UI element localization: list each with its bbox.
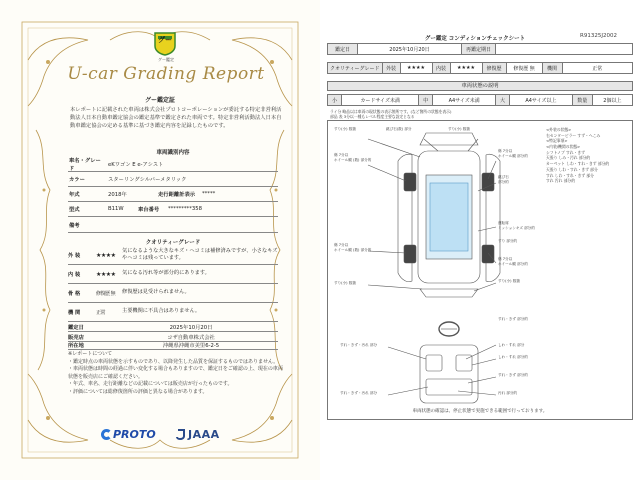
damage-label: 運転席 ミッションキズ 部分的	[498, 221, 535, 230]
vehicle-model-value: B11W	[108, 206, 124, 212]
jaaa-logo-icon	[176, 429, 186, 440]
grade-desc: 修復歴は見受けられません。	[122, 289, 190, 296]
grade-stars: 修復歴 無	[96, 290, 116, 297]
report-notes	[68, 351, 283, 396]
note-item: ・評価については総修復箇所の評価と異なる場合があります。	[68, 388, 208, 395]
damage-label: 跳び石 部分的	[498, 175, 509, 184]
interior-label: 内装	[432, 63, 450, 74]
date-label: 鑑定日	[328, 44, 358, 55]
certificate-subtitle: グー鑑定証	[144, 97, 175, 104]
date-value: 2025年10月20日	[358, 44, 462, 55]
size-key: 大	[496, 95, 510, 106]
condition-notes	[546, 127, 609, 184]
note-line: 天張り しわ・すれ・きず 部分	[546, 166, 598, 172]
jaaa-logo: JAAA	[188, 428, 220, 441]
grade-label: 内 装	[68, 271, 81, 278]
damage-label: すり(小) 数箇	[334, 127, 356, 131]
grade-label: 外 装	[68, 252, 81, 259]
damage-label: すれ・きず・汚れ 部分	[340, 391, 378, 395]
vehicle-vin-value: *********358	[168, 206, 202, 212]
engine-value: 正常	[562, 63, 632, 74]
sheet-code: R91325J2002	[580, 33, 617, 39]
size-value: カードサイズ未満	[342, 95, 419, 106]
grade-desc: 気になるような大きなキズ・ヘコミは補修済みですが、小さなキズやヘコミは残っています。	[122, 247, 278, 261]
size-legend-table	[327, 94, 633, 106]
grade-interior-row	[68, 265, 278, 284]
damage-label: 傷 7分以 ホイール観 部分的	[498, 149, 528, 158]
shop-value: コザ自動車株式会社	[167, 334, 215, 341]
vehicle-vin-label: 車台番号	[138, 207, 160, 213]
grade-desc: 主要機関に不具合はありません。	[122, 308, 201, 315]
vehicle-year-value: 2018年	[108, 192, 127, 198]
vehicle-mileage-value: *****	[202, 191, 216, 197]
damage-label: すり(小) 数箇	[448, 127, 470, 131]
note-line: シフトノブ すれ・きず	[546, 149, 585, 155]
damage-label: 跳び石(数) 部分	[386, 127, 412, 131]
size-value: A4サイズ未満	[433, 95, 496, 106]
vehicle-remarks-label: 備考	[69, 222, 80, 229]
inspection-date-row	[68, 322, 278, 332]
note-line: すれ 汚れ 部分的	[546, 178, 575, 184]
damage-label: しわ・すれ 部分的	[498, 355, 528, 359]
sheet-title: グー鑑定 コンディションチェックシート	[424, 36, 526, 42]
vehicle-model-label: 型式	[69, 207, 80, 213]
vehicle-color-value: スターリングシルバーメタリック	[108, 177, 187, 183]
grade-stars: ★★★★	[96, 251, 116, 259]
vehicle-color-row	[68, 172, 278, 187]
note-line: <特記事項>	[546, 138, 568, 144]
grade-exterior-row	[68, 246, 278, 265]
interior-value: ★★★★	[450, 63, 482, 74]
damage-label: すれ・きず・汚れ 部分	[340, 343, 378, 347]
inspection-date-value: 2025年10月20日	[169, 324, 213, 331]
condition-check-sheet	[320, 0, 640, 480]
notes-title: ※レポートについて	[68, 351, 113, 357]
vehicle-year-row	[68, 187, 278, 202]
note-line: <内装/機関の状態>	[546, 144, 581, 150]
damage-label: すり(小) 数箇	[498, 279, 520, 283]
note-line: <外装の状態>	[546, 127, 572, 132]
quality-label: クオリティーグレード	[328, 63, 383, 74]
size-key: 中	[419, 95, 433, 106]
quality-table	[327, 62, 633, 74]
grade-label: 機 関	[68, 309, 81, 316]
address-row	[68, 340, 278, 350]
damage-label: すり(小) 数箇	[334, 281, 356, 285]
grade-engine-row	[68, 303, 278, 322]
proto-logo: PROTO	[113, 428, 156, 441]
damage-label: すれ・きず 部分的	[498, 373, 528, 377]
engine-label: 機関	[542, 63, 562, 74]
report-title: U-car Grading Report	[67, 64, 265, 84]
damage-label: 傷 7分以 ホイール観 部分的	[498, 257, 528, 266]
size-key: 数量	[572, 95, 592, 106]
damage-label: 汚れ 部分的	[498, 391, 518, 395]
note-item: ・年式、車名、走行距離などの記載については販売店が行ったものです。	[68, 381, 233, 387]
status-title: 車両状態の説明	[327, 81, 633, 91]
exterior-value: ★★★★	[400, 63, 432, 74]
vehicle-section-title: 車両識別内容	[156, 150, 190, 156]
address-value: 沖縄県沖縄市美里6-2-5	[162, 342, 220, 349]
size-value: 2個以上	[592, 95, 632, 106]
damage-label: しわ・すれ 部分	[498, 343, 525, 347]
sheet-footer: 車両状態の確認は、停止状態で実施できる範囲で行っております。	[412, 409, 548, 414]
goo-badge-logo	[152, 30, 178, 56]
certificate-intro: 本レポートに記載された車両は株式会社プロトコーポレーションが委託する特定非営利活動法人日本自動車鑑定協会の鑑定基準で鑑定された車両です。特定非営利活動法人日本自動車鑑定協会の定める基準に基づき鑑定内容を記録したものです。	[70, 107, 282, 130]
badge-label: グー鑑定	[158, 57, 174, 62]
vehicle-remarks-row	[68, 217, 278, 233]
damage-label: すり 部分的	[498, 239, 518, 243]
vehicle-name-label: 車名・グレード	[69, 158, 101, 172]
size-key: 小	[328, 95, 342, 106]
size-value: A4サイズ以上	[510, 95, 573, 106]
period-value	[496, 44, 633, 55]
vehicle-model-row	[68, 202, 278, 217]
note-line: 右センターピラー すず・へこみ	[546, 132, 601, 138]
vehicle-year-label: 年式	[69, 192, 80, 198]
shop-label: 販売店	[68, 334, 84, 341]
damage-label: 傷 7分以 ホイール観 (数) 部分的	[334, 153, 372, 162]
grade-desc: 気になる汚れ等が部分的にあります。	[122, 270, 210, 277]
note-item: ・鑑定時点の車両状態を示すものであり、以降発生した品質を保証するものではありません。	[68, 358, 279, 365]
grade-frame-row	[68, 284, 278, 303]
badge-text: グー	[158, 36, 172, 44]
grade-label: 骨 格	[68, 290, 81, 297]
repair-value: 修復歴 無	[506, 63, 542, 74]
legend-note: ライ分 略品以は車両の現状態の表示箇所です。(など箇所の状態を表示) 部品 表 3分以一種もレベル程度主要な設定となる	[330, 109, 452, 120]
note-item: ・車両状態は時間の経過に伴い変化する場合もありますので、鑑定日をご確認の上、現在の車両状態を販売店にご確認ください。	[68, 366, 283, 380]
grade-stars: 正常	[96, 309, 106, 316]
note-line: カーペット しわ・すれ・きず 部分的	[546, 161, 610, 167]
note-line: すれ しわ・すれ・きず 部分	[546, 172, 594, 178]
period-label: 再鑑定期日	[462, 44, 496, 55]
grade-stars: ★★★★	[96, 270, 116, 278]
exterior-label: 外装	[382, 63, 400, 74]
vehicle-name-value: eKワゴン E e-アシスト	[108, 162, 164, 168]
address-label: 所在地	[68, 342, 84, 349]
date-table	[327, 43, 633, 55]
damage-label: すれ・きず 部分的	[498, 317, 528, 321]
vehicle-mileage-label: 走行距離計表示	[158, 192, 196, 198]
note-line: 天張り しみ・汚れ 部分的	[546, 155, 591, 161]
inspection-date-label: 鑑定日	[68, 324, 84, 331]
damage-label: 傷 7分以 ホイール観 (数) 部分的	[334, 243, 372, 252]
vehicle-name-row	[68, 157, 278, 172]
proto-logo-icon	[101, 429, 112, 440]
quality-section-title: クオリティーグレード	[145, 240, 201, 246]
repair-label: 修復歴	[482, 63, 506, 74]
vehicle-color-label: カラー	[69, 177, 85, 183]
